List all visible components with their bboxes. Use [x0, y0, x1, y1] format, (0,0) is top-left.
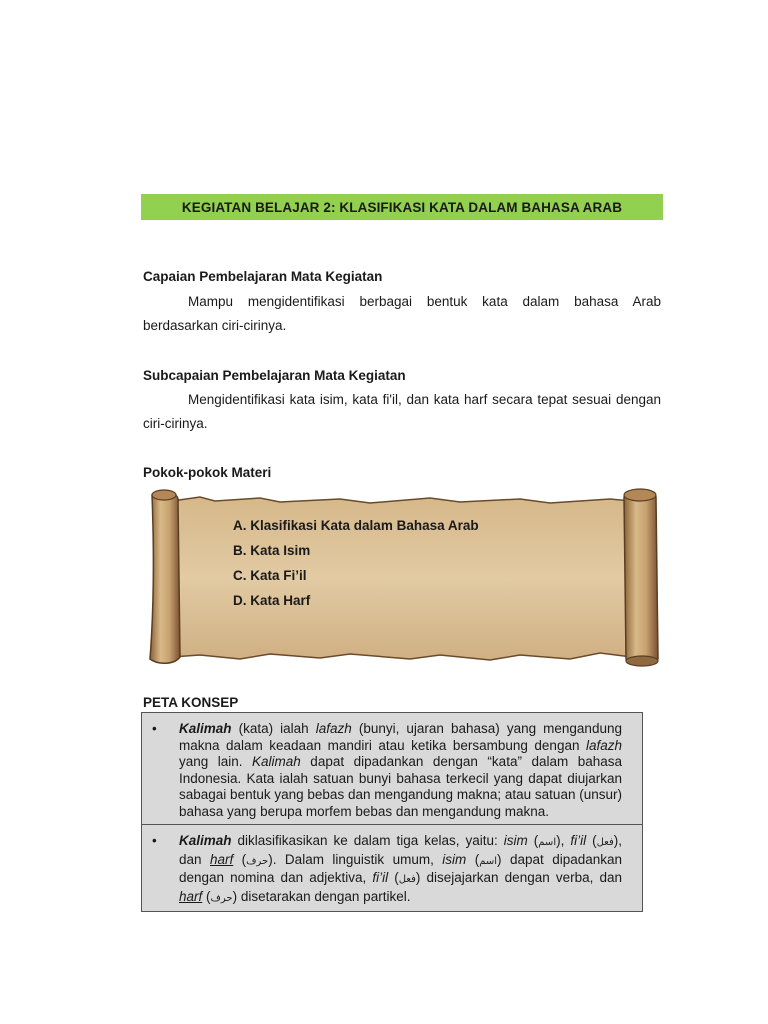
subcapaian-line-1: Mengidentifikasi kata isim, kata fi'il, dan kata harf secara tepat sesuai dengan	[188, 392, 661, 407]
pokok-item-d: D. Kata Harf	[233, 593, 311, 608]
subcapaian-heading: Subcapaian Pembelajaran Mata Kegiatan	[143, 368, 406, 383]
section-banner: KEGIATAN BELAJAR 2: KLASIFIKASI KATA DALAM BAHASA ARAB	[141, 194, 663, 220]
capaian-paragraph	[143, 290, 661, 338]
capaian-line-1: Mampu mengidentifikasi berbagai bentuk kata dalam bahasa Arab	[188, 294, 661, 309]
pokok-heading: Pokok-pokok Materi	[143, 465, 272, 480]
capaian-heading: Capaian Pembelajaran Mata Kegiatan	[143, 269, 383, 284]
subcapaian-line-2: ciri-cirinya.	[143, 416, 208, 431]
pokok-item-c: C. Kata Fi’il	[233, 568, 307, 583]
pokok-list	[233, 513, 479, 613]
peta-heading: PETA KONSEP	[143, 695, 239, 710]
pokok-item-b: B. Kata Isim	[233, 543, 311, 558]
concept-item: • Kalimah (kata) ialah lafazh (bunyi, ujaran bahasa) yang mengandung makna dalam keadaan mandiri atau ketika bersambung dengan lafazh yang lain. Kalimah dapat dipadankan dengan “kata” dalam bahasa Indonesia. Kata ialah satuan bunyi bahasa terkecil yang dapat diujarkan sabagai bentuk yang bebas dan mengandung makna; atau satuan (unsur) bahasa yang berupa morfem bebas dan mengandung makna.	[152, 721, 622, 819]
bullet-icon: •	[152, 833, 157, 848]
parchment-scroll	[140, 487, 666, 667]
concept-map-box	[141, 712, 643, 912]
concept-item: • Kalimah diklasifikasikan ke dalam tiga kelas, yaitu: isim (اسم), fi’il (فعل), dan harf (حرف). Dalam linguistik umum, isim (اسم) dapat dipadankan dengan nomina dan adjektiva, fi’il (فعل) disejajarkan dengan verba, dan harf (حرف) disetarakan dengan partikel.	[142, 824, 642, 911]
bullet-icon: •	[152, 721, 157, 736]
pokok-item-a: A. Klasifikasi Kata dalam Bahasa Arab	[233, 518, 479, 533]
subcapaian-paragraph	[143, 388, 661, 436]
capaian-line-2: berdasarkan ciri-cirinya.	[143, 318, 287, 333]
